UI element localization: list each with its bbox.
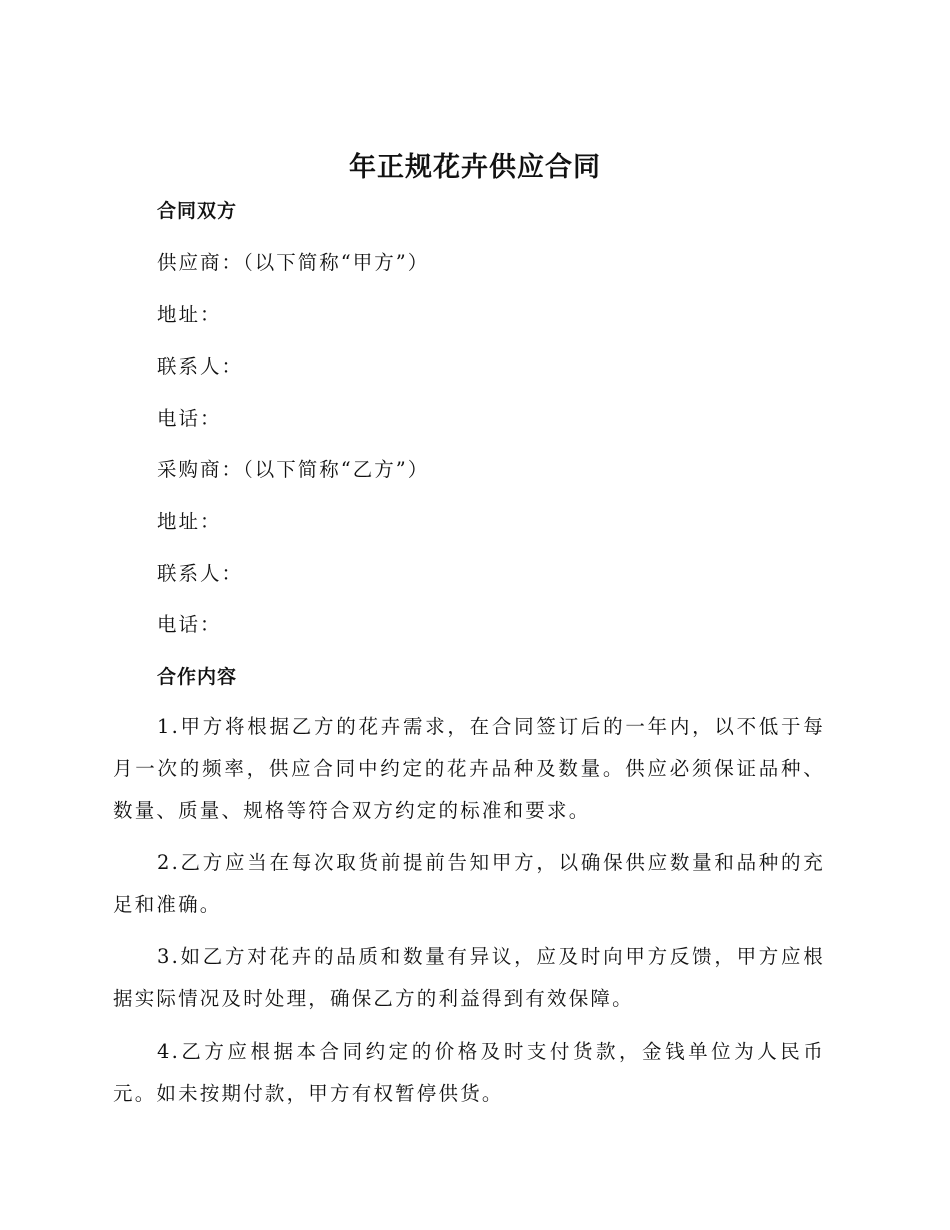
buyer-address: 地址： [157, 510, 222, 533]
document-title: 年正规花卉供应合同 [349, 152, 601, 183]
parties-heading: 合同双方 [157, 200, 238, 222]
clause-1: 1.甲方将根据乙方的花卉需求，在合同签订后的一年内，以不低于每月一次的频率，供应合同中约定的花卉品种及数量。供应必须保证品种、数量、质量、规格等符合双方约定的标准和要求。 [113, 715, 825, 822]
buyer-label: 采购商：（以下简称“乙方”） [157, 458, 430, 481]
buyer-phone: 电话： [157, 613, 222, 636]
supplier-label: 供应商：（以下简称“甲方”） [157, 251, 430, 274]
clause-2: 2.乙方应当在每次取货前提前告知甲方，以确保供应数量和品种的充足和准确。 [113, 851, 825, 916]
clause-3: 3.如乙方对花卉的品质和数量有异议，应及时向甲方反馈，甲方应根据实际情况及时处理，确保乙方的利益得到有效保障。 [113, 945, 825, 1010]
supplier-contact: 联系人： [157, 355, 244, 378]
supplier-phone: 电话： [157, 407, 222, 430]
supplier-address: 地址： [157, 303, 222, 326]
buyer-contact: 联系人： [157, 562, 244, 585]
content-heading: 合作内容 [157, 666, 238, 688]
clause-4: 4.乙方应根据本合同约定的价格及时支付货款，金钱单位为人民币元。如未按期付款，甲方有权暂停供货。 [113, 1040, 825, 1105]
